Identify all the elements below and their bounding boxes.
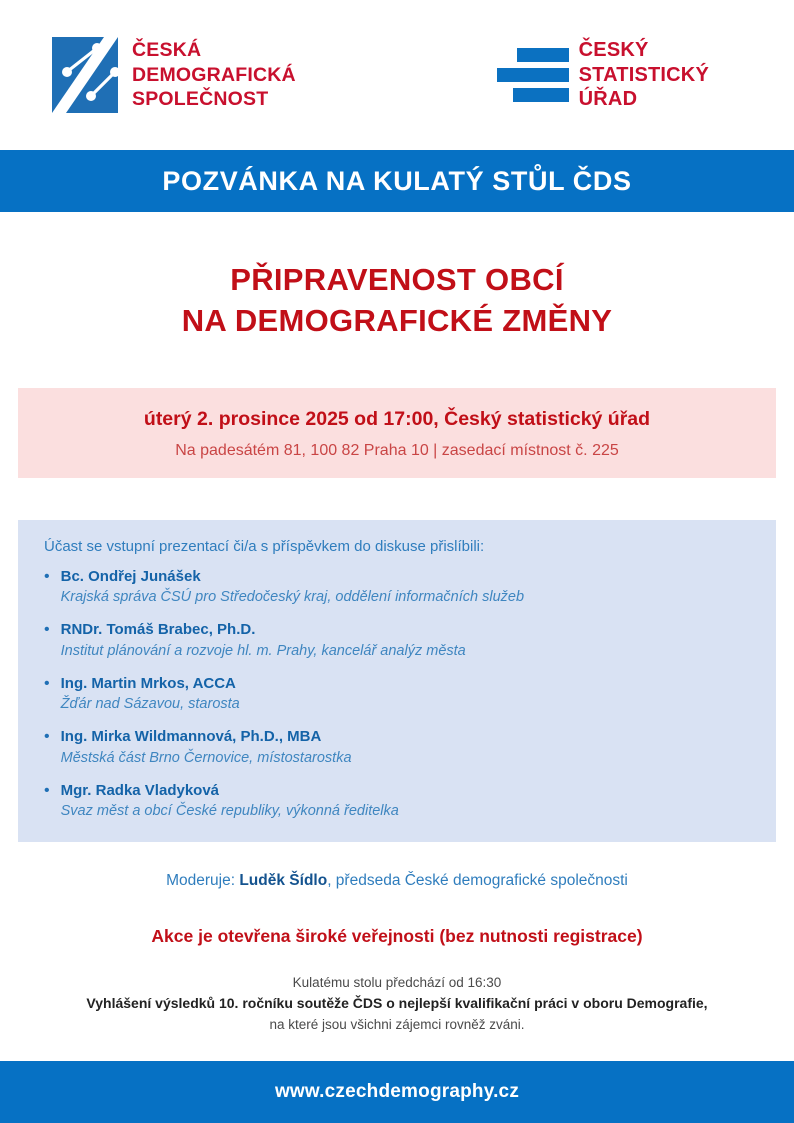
speaker-name: RNDr. Tomáš Brabec, Ph.D. (60, 621, 256, 639)
csu-bars-mark-icon (497, 48, 569, 102)
csu-logo (497, 38, 709, 111)
csu-logo-line-3: ÚŘAD (578, 88, 638, 111)
speaker-list-item (44, 674, 750, 715)
banner-title: POZVÁNKA NA KULATÝ STŮL ČDS (162, 165, 632, 196)
event-details-box (18, 388, 776, 478)
speaker-affiliation: Městská část Brno Černovice, místostarostka (60, 749, 352, 766)
speaker-list-item (44, 620, 750, 661)
csu-logo-line-2: STATISTICKÝ (578, 63, 709, 86)
pre-event-note-line-3: na které jsou všichni zájemci rovněž zváni. (269, 1017, 525, 1033)
speakers-panel (18, 520, 776, 842)
bullet-icon: • (44, 567, 50, 585)
speakers-intro-text: Účast se vstupní prezentací či/a s příspěvkem do diskuse přislíbili: (44, 537, 485, 555)
cds-logo (52, 37, 296, 113)
speaker-list-item (44, 567, 750, 608)
speaker-body (61, 620, 750, 661)
bullet-icon: • (44, 782, 50, 799)
moderator-suffix: , předseda České demografické společnosti (327, 871, 628, 889)
speaker-affiliation: Svaz měst a obcí České republiky, výkonná ředitelka (60, 803, 399, 820)
moderator-name: Luděk Šídlo (239, 871, 328, 889)
page-title (0, 260, 794, 342)
page-title-line-1: PŘIPRAVENOST OBCÍ (230, 262, 564, 297)
speaker-body (61, 674, 750, 715)
pre-event-note-line-2: Vyhlášení výsledků 10. ročníku soutěže ČDS o nejlepší kvalifikační práci v oboru Demografie, (86, 995, 708, 1012)
bullet-icon: • (44, 728, 50, 746)
pre-event-note (0, 973, 794, 1037)
csu-bar-top (517, 48, 569, 62)
speaker-list-item (44, 727, 750, 768)
cds-logo-line-2: DEMOGRAFICKÁ (132, 63, 296, 86)
moderator-prefix: Moderuje: (166, 871, 240, 889)
footer-bar (0, 1061, 794, 1123)
speaker-body (61, 567, 750, 608)
speaker-name: Ing. Mirka Wildmannová, Ph.D., MBA (60, 728, 322, 746)
event-date-time: úterý 2. prosince 2025 od 17:00, Český statistický úřad (143, 407, 651, 430)
invitation-banner (0, 150, 794, 212)
open-to-public-notice: Akce je otevřena široké veřejnosti (bez nutnosti registrace) (151, 925, 643, 946)
speaker-affiliation: Institut plánování a rozvoje hl. m. Prahy, kancelář analýz města (60, 642, 466, 659)
moderator-line (0, 872, 794, 890)
website-link[interactable]: www.czechdemography.cz (274, 1081, 520, 1102)
csu-bar-bottom (513, 88, 569, 102)
csu-logo-wordmark (579, 38, 709, 111)
speaker-body (61, 727, 750, 768)
pre-event-note-line-1: Kulatému stolu předchází od 16:30 (292, 974, 502, 990)
page-title-line-2: NA DEMOGRAFICKÉ ZMĚNY (181, 302, 613, 338)
event-venue-address: Na padesátém 81, 100 82 Praha 10 | zasedací místnost č. 225 (175, 441, 619, 459)
cds-logo-line-1: ČESKÁ (132, 38, 202, 61)
cds-logo-wordmark (132, 38, 296, 113)
bullet-icon: • (44, 674, 50, 692)
cds-logo-line-3: SPOLEČNOST (132, 88, 269, 111)
cds-network-mark-icon (52, 37, 118, 113)
speaker-affiliation: Krajská správa ČSÚ pro Středočeský kraj, oddělení informačních služeb (60, 589, 525, 606)
speaker-list-item (44, 781, 750, 822)
bullet-icon: • (44, 621, 50, 639)
speaker-name: Ing. Martin Mrkos, ACCA (60, 674, 236, 692)
poster-header (0, 0, 794, 150)
speaker-body (61, 781, 750, 822)
speaker-name: Mgr. Radka Vladyková (60, 782, 220, 799)
csu-logo-line-1: ČESKÝ (578, 39, 649, 62)
csu-bar-middle (497, 68, 569, 82)
speaker-name: Bc. Ondřej Junášek (60, 567, 201, 585)
speaker-affiliation: Žďár nad Sázavou, starosta (60, 696, 240, 713)
